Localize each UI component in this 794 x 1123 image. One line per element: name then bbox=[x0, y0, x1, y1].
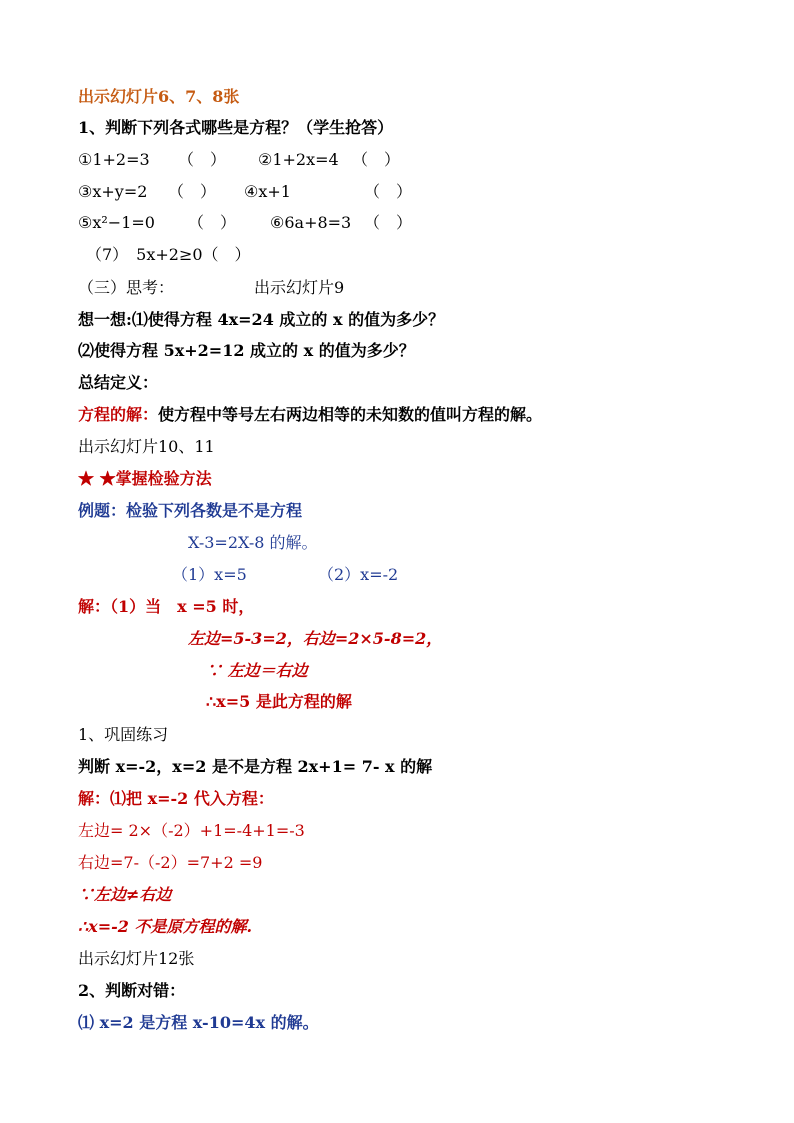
slide-9-label: 出示幻灯片9 bbox=[254, 278, 345, 297]
item-4-blank: （ ） bbox=[364, 182, 413, 201]
item-7: （7） 5x+2≥0（ ） bbox=[86, 245, 251, 264]
question-2: 2、判断对错： bbox=[78, 981, 186, 1000]
item-2-blank: （ ） bbox=[352, 150, 401, 169]
item-2: ②1+2x=4 bbox=[258, 150, 339, 169]
think-label: （三）思考： bbox=[78, 278, 175, 297]
practice-solution-1: 解：⑴把 x=-2 代入方程： bbox=[78, 789, 274, 808]
star-title: ★ ★掌握检验方法 bbox=[78, 469, 212, 488]
item-1: ①1+2=3 bbox=[78, 150, 150, 169]
item-4: ④x+1 bbox=[244, 182, 291, 201]
item-row-1 bbox=[78, 150, 400, 170]
item-5-blank: （ ） bbox=[188, 213, 237, 232]
summary-label: 总结定义： bbox=[78, 373, 159, 392]
slides-10-11-label: 出示幻灯片10、11 bbox=[78, 437, 215, 456]
item-3: ③x+y=2 bbox=[78, 182, 148, 201]
practice-question: 判断 x=-2，x=2 是不是方程 2x+1= 7- x 的解 bbox=[78, 757, 433, 776]
item-6: ⑥6a+8=3 bbox=[270, 213, 352, 232]
option-2: （2）x=-2 bbox=[318, 565, 399, 584]
definition bbox=[78, 405, 542, 425]
practice-heading: 1、巩固练习 bbox=[78, 725, 169, 744]
slide-12-label: 出示幻灯片12张 bbox=[78, 949, 195, 968]
solution-line-4: ∴x=5 是此方程的解 bbox=[206, 692, 352, 711]
think-question-1: 想一想:⑴使得方程 4x=24 成立的 x 的值为多少？ bbox=[78, 310, 445, 329]
question-1: 1、判断下列各式哪些是方程？（学生抢答） bbox=[78, 118, 394, 137]
practice-solution-5: ∴x=-2 不是原方程的解. bbox=[78, 917, 253, 936]
example-label: 例题：检验下列各数是不是方程 bbox=[78, 501, 303, 520]
think-row bbox=[78, 278, 344, 298]
question-2-item-1: ⑴ x=2 是方程 x-10=4x 的解。 bbox=[78, 1013, 319, 1032]
slides-6-7-8-heading: 出示幻灯片6、7、8张 bbox=[78, 87, 240, 106]
item-1-blank: （ ） bbox=[178, 150, 227, 169]
item-5: ⑤x²−1=0 bbox=[78, 213, 155, 232]
practice-solution-3: 右边=7-（-2）=7+2 =9 bbox=[78, 853, 263, 872]
item-3-blank: （ ） bbox=[168, 182, 217, 201]
example-options bbox=[172, 565, 398, 585]
option-1: （1）x=5 bbox=[172, 565, 247, 584]
item-6-blank: （ ） bbox=[364, 213, 413, 232]
definition-text: 使方程中等号左右两边相等的未知数的值叫方程的解。 bbox=[158, 405, 543, 424]
item-row-3 bbox=[78, 213, 412, 233]
practice-solution-4: ∵左边≠右边 bbox=[78, 885, 172, 904]
think-question-2: ⑵使得方程 5x+2=12 成立的 x 的值为多少？ bbox=[78, 341, 415, 360]
definition-term: 方程的解： bbox=[78, 405, 159, 424]
item-row-2 bbox=[78, 182, 412, 202]
practice-solution-2: 左边= 2×（-2）+1=-4+1=-3 bbox=[78, 821, 305, 840]
solution-line-1: 解：（1）当 x =5 时， bbox=[78, 597, 255, 616]
solution-line-3: ∵ 左边＝右边 bbox=[206, 661, 308, 680]
solution-line-2: 左边=5-3=2，右边=2×5-8=2， bbox=[188, 629, 443, 648]
example-equation: X-3=2X-8 的解。 bbox=[188, 533, 318, 552]
